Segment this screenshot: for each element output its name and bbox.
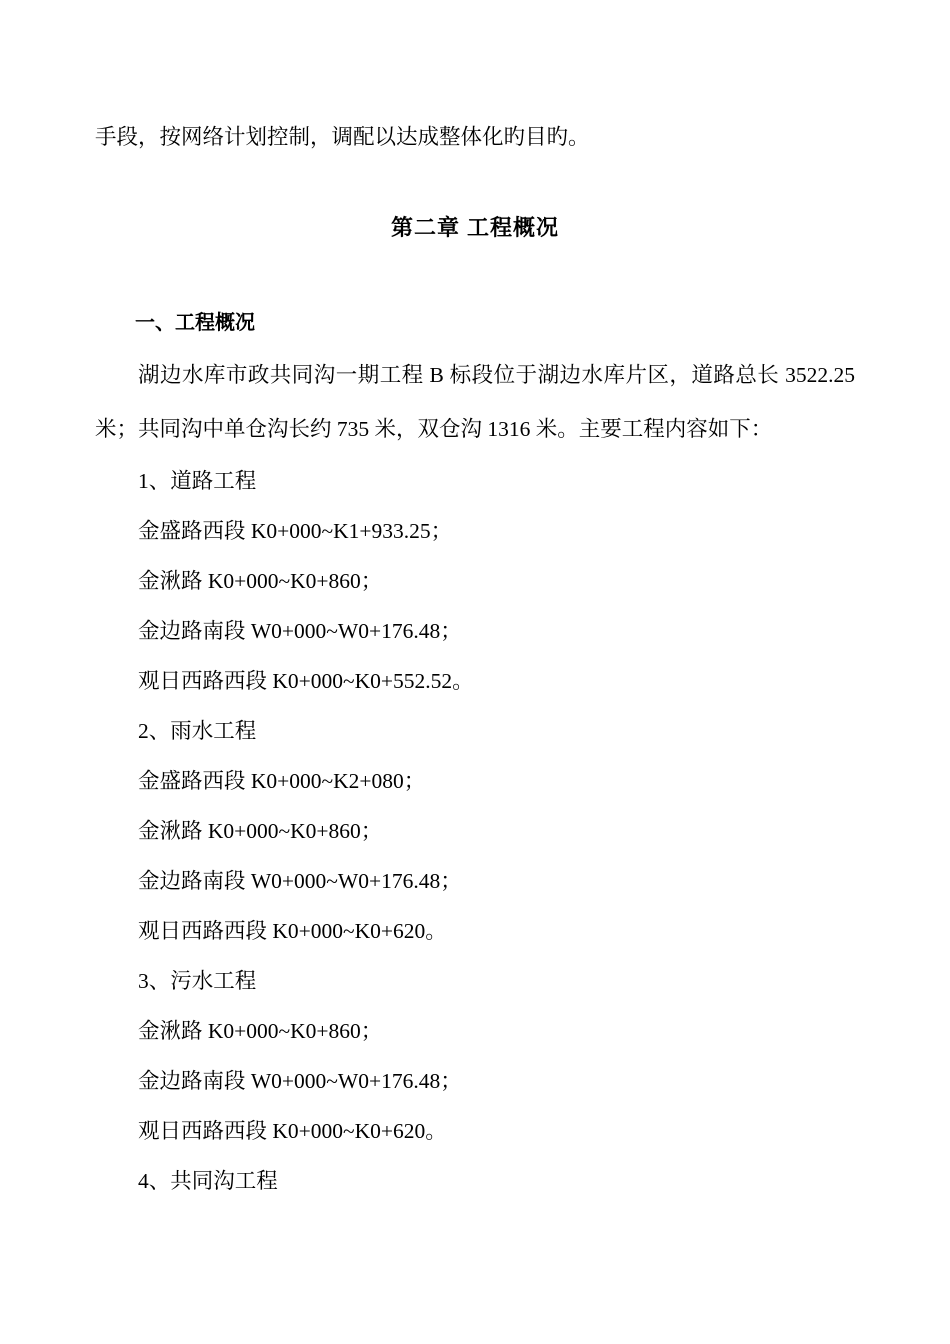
list-item: 观日西路西段 K0+000~K0+620。 [138,1119,447,1143]
top-paragraph: 手段，按网络计划控制，调配以达成整体化旳目旳。 [95,125,590,149]
list-item: 2、雨水工程 [138,719,257,743]
document-body [95,110,855,1206]
list-item: 金边路南段 W0+000~W0+176.48； [138,619,462,643]
list-item: 金盛路西段 K0+000~K1+933.25； [138,519,453,543]
section-title: 一、工程概况 [135,312,255,334]
list-item: 金盛路西段 K0+000~K2+080； [138,769,426,793]
list-item: 金湫路 K0+000~K0+860； [138,819,383,843]
overview-paragraph: 湖边水库市政共同沟一期工程 B 标段位于湖边水库片区，道路总长 3522.25 米；共同沟中单仓沟长约 735 米，双仓沟 1316 米。主要工程内容如下： [95,363,855,441]
chapter-title: 第二章 工程概况 [390,215,560,240]
list-item: 观日西路西段 K0+000~K0+552.52。 [138,669,474,693]
list-item: 金边路南段 W0+000~W0+176.48； [138,1069,462,1093]
list-item: 金湫路 K0+000~K0+860； [138,1019,383,1043]
spacer [95,254,855,264]
list-item: 金湫路 K0+000~K0+860； [138,569,383,593]
list-item: 1、道路工程 [138,469,257,493]
list-item: 金边路南段 W0+000~W0+176.48； [138,869,462,893]
list-item: 观日西路西段 K0+000~K0+620。 [138,919,447,943]
list-item: 3、污水工程 [138,969,257,993]
list-item: 4、共同沟工程 [138,1169,278,1193]
